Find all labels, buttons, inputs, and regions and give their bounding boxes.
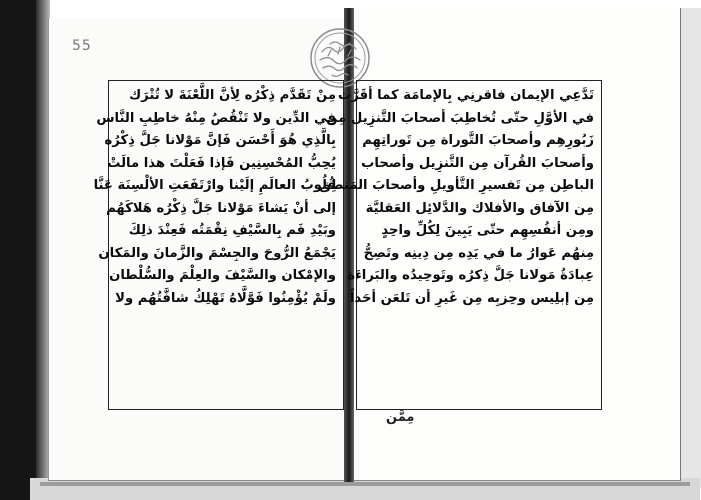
left-text-line: والإمْكان والسَّيْفَ والعِلْمَ والسُّلْطان [109,268,336,283]
left-text-line: بِالَّذِي هُوَ أَحْسَن فَإنَّ مَوْلانا جَلَّ ذِكْرُه [104,133,336,148]
left-text-block [93,80,344,410]
right-text-line: الباطِن مِن تَفسيرِ التَّأويلِ وأصحابَ المَنطِق [319,178,594,193]
bottom-page-edge-line [40,482,690,486]
catchword: مِمَّن [386,410,415,425]
right-text-line: تَدَّعِي الإيمان فاقرنِي بِالإمامَة كما أقَرَّت [337,88,594,103]
left-text-line: ولَمْ يُؤْمِنُوا فَوَّلَّاهُ تَهْلِكُ شافَّتُهُم ولا [115,290,336,306]
right-text-line: مِن إبلِيس وحِزبِه مِن غَيرِ أن تَلعَن أحَداً [349,290,594,306]
right-text-line: زَبُورِهِم وأصحابَ التَّوراة مِن تَوراتِهِم [362,133,594,148]
right-text-line: مِنهُم عَوارُ ما في يَدِه مِن دِينِه وتَصِحُّ [363,245,594,261]
left-text-line: فِي الدِّين ولا تَنْقُصُ مِنْهُ خاطِبِ النَّاس [96,110,336,126]
folio-number: 55 [72,38,92,54]
right-text-line: عِبادَةُ مَولانا جَلَّ ذِكرُه وتَوحِيدُه والبَراءَة [347,268,594,283]
right-text-block [319,80,602,410]
left-text-line: يَجْمَعُ الرُّوحَ والجِسْمَ والزَّمانَ والمَكان [98,245,336,261]
right-text-line: مِن الآفاق والأفلاك والدَّلائِل العَقليَّة [365,200,594,216]
left-text-line: وبَيْدِ فَم بِالسَّيْفِ نِقْمَتُه فَعِنْدَ ذلِكَ [128,223,336,238]
left-text-line: مِنْ تَقَدَّم ذِكْرُه لِأنَّ اللَّعْنَةَ لا تُتْرَك [129,88,336,103]
right-text-line: ومِن أنفُسِهِم حتّى يَبِينَ لِكُلِّ واحِدٍ [381,223,594,238]
left-text-line: قُلُوبُ العالَمِ إلَيْنا وارْتَفَعَتِ الألْسِنَة عَنَّا [93,178,336,193]
right-page-edge [680,8,701,488]
right-text-line: وأصحابَ القُرآن مِن التَّنزِيل وأصحاب [361,155,594,171]
right-text-line: في الأوَّلِ حتّى تُخاطِبَ أصحابَ التَّنزِيل مِن [326,110,594,126]
left-text-line: يُحِبُّ المُحْسِنِين فَإذا فَعَلْتَ هذا مالَتْ [107,155,336,171]
left-text-line: إلى أنْ يَشاءَ مَوْلانا جَلَّ ذِكْرُه هَلاكَهُم [106,200,336,216]
